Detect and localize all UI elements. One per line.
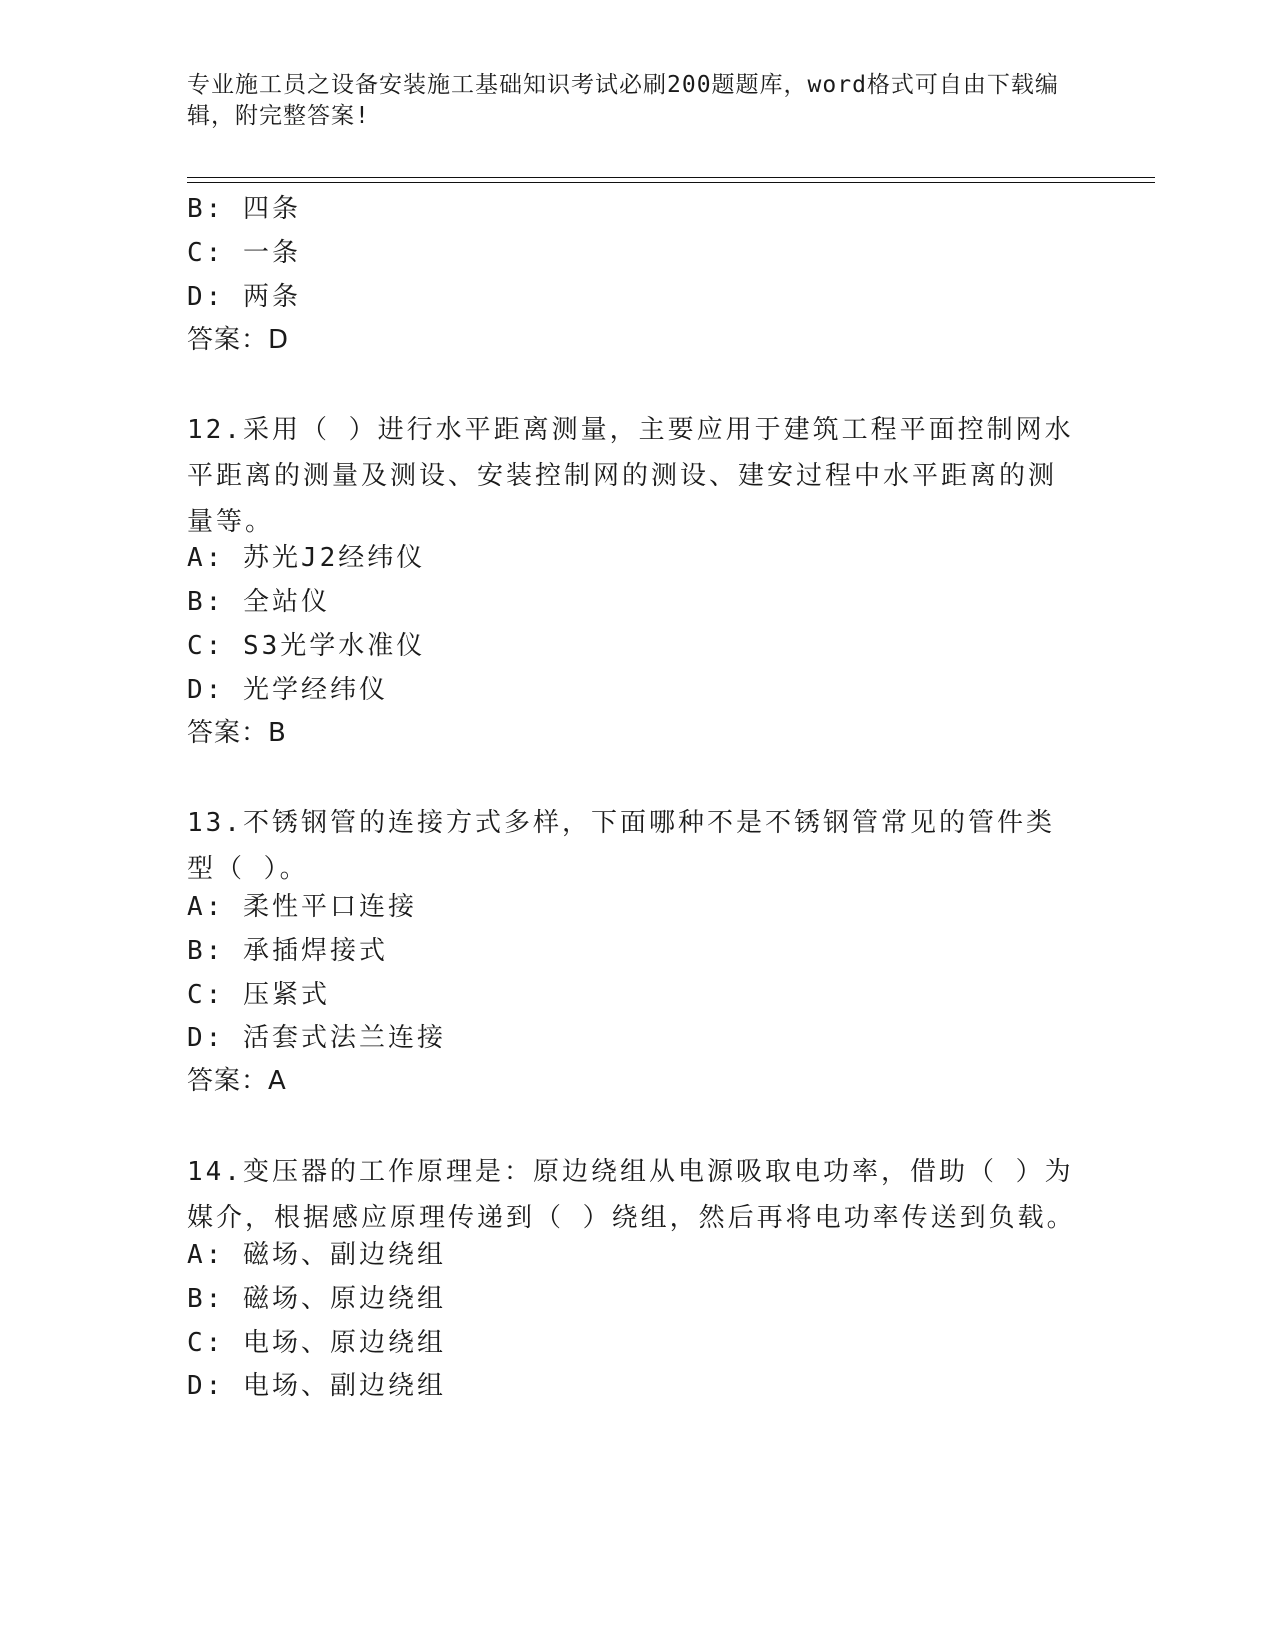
q13-option-a xyxy=(187,890,417,924)
q13-answer: 答案：A xyxy=(187,1066,287,1096)
option-label: D: xyxy=(187,1023,225,1053)
option-text: 两条 xyxy=(242,282,301,312)
option-text: 全站仪 xyxy=(242,587,330,617)
q12-option-b xyxy=(187,585,330,619)
option-text: 磁场、原边绕组 xyxy=(242,1284,446,1314)
q11-option-c xyxy=(187,236,301,270)
option-label: D: xyxy=(187,675,225,705)
option-label: A: xyxy=(187,892,225,922)
q11-option-b xyxy=(187,192,301,226)
header-divider-top xyxy=(187,177,1155,178)
option-text: 压紧式 xyxy=(242,980,330,1010)
option-text: S3光学水准仪 xyxy=(242,631,426,661)
q12-option-a xyxy=(187,541,425,575)
option-text: 四条 xyxy=(242,194,301,224)
q11-option-d xyxy=(187,280,301,314)
q14-question-text: 14.变压器的工作原理是：原边绕组从电源吸取电功率，借助（ ）为媒介，根据感应原理传递到（ ）绕组，然后再将电功率传送到负载。 xyxy=(187,1157,1076,1233)
option-text: 光学经纬仪 xyxy=(242,675,388,705)
option-label: C: xyxy=(187,1328,225,1358)
document-header-title: 专业施工员之设备安装施工基础知识考试必刷200题题库，word格式可自由下载编辑，附完整答案! xyxy=(187,72,1059,129)
option-label: B: xyxy=(187,194,225,224)
q13-option-c xyxy=(187,978,330,1012)
option-text: 电场、副边绕组 xyxy=(242,1371,446,1401)
option-label: B: xyxy=(187,587,225,617)
header-divider-bottom xyxy=(187,182,1155,183)
option-label: C: xyxy=(187,238,225,268)
q13-option-b xyxy=(187,934,388,968)
q12-option-c xyxy=(187,629,425,663)
option-text: 苏光J2经纬仪 xyxy=(242,543,426,573)
option-label: B: xyxy=(187,936,225,966)
option-text: 柔性平口连接 xyxy=(242,892,417,922)
q11-answer: 答案：D xyxy=(187,325,290,355)
q14-option-b xyxy=(187,1282,446,1316)
option-label: C: xyxy=(187,980,225,1010)
option-label: C: xyxy=(187,631,225,661)
option-label: D: xyxy=(187,1371,225,1401)
q12-answer: 答案：B xyxy=(187,718,287,748)
option-label: B: xyxy=(187,1284,225,1314)
option-label: A: xyxy=(187,543,225,573)
q14-option-d xyxy=(187,1369,446,1403)
q12-option-d xyxy=(187,673,388,707)
q14-option-a xyxy=(187,1238,446,1272)
q13-option-d xyxy=(187,1021,446,1055)
q14-option-c xyxy=(187,1326,446,1360)
option-text: 电场、原边绕组 xyxy=(242,1328,446,1358)
option-text: 承插焊接式 xyxy=(242,936,388,966)
option-label: D: xyxy=(187,282,225,312)
q13-question-text: 13.不锈钢管的连接方式多样，下面哪种不是不锈钢管常见的管件类型（ ）。 xyxy=(187,808,1055,884)
option-text: 一条 xyxy=(242,238,301,268)
q12-question-text: 12.采用（ ）进行水平距离测量，主要应用于建筑工程平面控制网水平距离的测量及测设、安装控制网的测设、建安过程中水平距离的测量等。 xyxy=(187,415,1074,537)
option-text: 磁场、副边绕组 xyxy=(242,1240,446,1270)
option-label: A: xyxy=(187,1240,225,1270)
option-text: 活套式法兰连接 xyxy=(242,1023,446,1053)
